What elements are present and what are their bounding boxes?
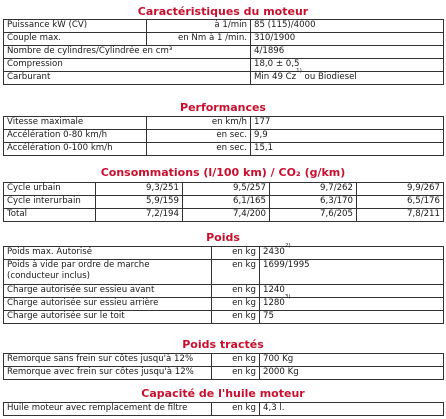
fuel-value: Min 49 Cz [254, 72, 297, 82]
table-row [4, 403, 444, 416]
table-row [4, 196, 444, 209]
performance-table [3, 116, 444, 156]
spec-unit: en sec. [147, 143, 251, 156]
spec-value: 1699/1995 [260, 260, 444, 285]
consumption-value: 7,2/194 [96, 209, 183, 222]
oil-section-title: Capacité de l'huile moteur [141, 387, 305, 400]
spec-value: 4,3 l. [260, 403, 444, 416]
consumption-value: 6,3/170 [270, 196, 357, 209]
spec-label-line: (conducteur inclus) [7, 271, 91, 281]
performance-section-title: Performances [180, 101, 266, 114]
spec-label: Charge autorisée sur essieu avant [4, 285, 212, 298]
weight-value: 2430 [263, 247, 285, 257]
spec-label-line: Poids à vide par ordre de marche [7, 260, 150, 270]
spec-value [260, 243, 444, 260]
spec-unit: en kg [212, 403, 260, 416]
towing-table [3, 353, 444, 380]
table-row [4, 143, 444, 156]
spec-value: 9,9 [251, 130, 444, 143]
spec-label: Carburant [4, 72, 251, 85]
towing-section-title: Poids tractés [182, 338, 264, 351]
table-row [4, 117, 444, 130]
consumption-section-title: Consommations (l/100 km) / CO₂ (g/km) [100, 166, 346, 179]
spec-label: Charge autorisée sur le toit [4, 311, 212, 324]
spec-label: Vitesse maximale [4, 117, 147, 130]
fuel-value-tail: ou Biodiesel [301, 72, 357, 82]
table-row [4, 130, 444, 143]
spec-label: Nombre de cylindres/Cylindrée en cm³ [4, 46, 251, 59]
spec-label: Remorque avec frein sur côtes jusqu'à 12% [4, 367, 212, 380]
footnote-marker: 1) [296, 68, 302, 74]
footnote-marker: 2) [284, 243, 291, 249]
spec-value: 177 [251, 117, 444, 130]
spec-value: 15,1 [251, 143, 444, 156]
consumption-value: 6,1/165 [183, 196, 270, 209]
spec-label: Puissance kW (CV) [4, 20, 147, 33]
spec-unit: en kg [212, 285, 260, 298]
spec-label: Couple max. [4, 33, 147, 46]
spec-label: Huile moteur avec remplacement de filtre [4, 403, 212, 416]
consumption-value: 9,3/251 [96, 183, 183, 196]
consumption-value: 6,5/176 [357, 196, 444, 209]
spec-unit: en kg [212, 247, 260, 260]
spec-value: 1240 [260, 285, 444, 298]
spec-label: Remorque sans frein sur côtes jusqu'à 12% [4, 354, 212, 367]
consumption-value: 7,4/200 [183, 209, 270, 222]
table-row [4, 298, 444, 311]
consumption-value: 9,7/262 [270, 183, 357, 196]
table-row [4, 311, 444, 324]
table-row [4, 367, 444, 380]
table-row [4, 260, 444, 285]
table-row [4, 209, 444, 222]
spec-value [251, 68, 444, 85]
spec-unit: en km/h [147, 117, 251, 130]
spec-label: Charge autorisée sur essieu arrière [4, 298, 212, 311]
spec-value: 75 [260, 311, 444, 324]
consumption-table [3, 182, 444, 222]
table-row [4, 20, 444, 33]
table-row [4, 354, 444, 367]
spec-unit: en kg [212, 260, 260, 285]
consumption-value: 9,9/267 [357, 183, 444, 196]
spec-value: 2000 Kg [260, 367, 444, 380]
weights-table [3, 243, 444, 324]
spec-value: 85 (115)/4000 [251, 20, 444, 33]
spec-label [4, 260, 212, 285]
spec-value: 4/1896 [251, 46, 444, 59]
spec-label: Accélération 0-80 km/h [4, 130, 147, 143]
spec-value [260, 294, 444, 311]
spec-unit: à 1/min [147, 20, 251, 33]
spec-unit: en kg [212, 367, 260, 380]
table-row [4, 247, 444, 260]
cycle-label: Cycle urbain [4, 183, 96, 196]
spec-value: 18,0 ± 0,5 [251, 59, 444, 72]
cycle-label: Cycle interurbain [4, 196, 96, 209]
spec-label: Compression [4, 59, 251, 72]
table-row [4, 59, 444, 72]
engine-section-title: Caractéristiques du moteur [137, 5, 309, 18]
table-row [4, 46, 444, 59]
spec-label: Poids max. Autorisé [4, 247, 212, 260]
spec-unit: en Nm à 1 /min. [147, 33, 251, 46]
table-row [4, 33, 444, 46]
spec-value: 310/1900 [251, 33, 444, 46]
table-row [4, 285, 444, 298]
spec-unit: en sec. [147, 130, 251, 143]
consumption-value: 7,6/205 [270, 209, 357, 222]
spec-unit: en kg [212, 354, 260, 367]
spec-value: 700 Kg [260, 354, 444, 367]
cycle-label: Total [4, 209, 96, 222]
footnote-marker: 3) [284, 294, 291, 300]
consumption-value: 9,5/257 [183, 183, 270, 196]
weights-section-title: Poids [206, 231, 240, 244]
spec-unit: en kg [212, 298, 260, 311]
oil-table [3, 402, 444, 416]
weight-value: 1280 [263, 298, 285, 308]
table-row [4, 183, 444, 196]
table-row [4, 72, 444, 85]
spec-unit: en kg [212, 311, 260, 324]
consumption-value: 5,9/159 [96, 196, 183, 209]
spec-label: Accélération 0-100 km/h [4, 143, 147, 156]
engine-table [3, 19, 444, 85]
consumption-value: 7,8/211 [357, 209, 444, 222]
